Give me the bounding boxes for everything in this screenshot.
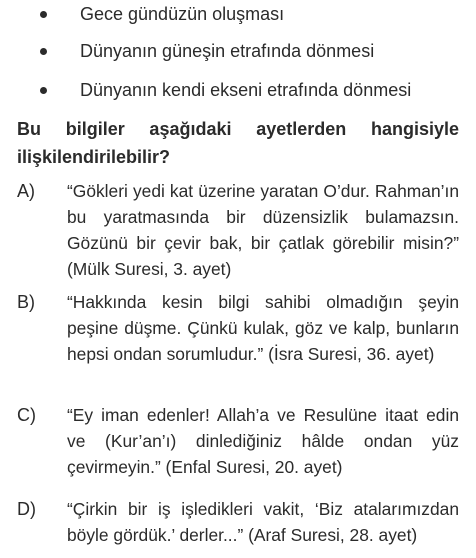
bullet-dot-icon <box>40 11 47 18</box>
option-letter: D) <box>17 499 36 519</box>
option-letter: B) <box>17 292 35 312</box>
question-text: Bu bilgiler aşağıdaki ayetlerden hangisiyle ilişkilendirilebilir? <box>17 119 459 167</box>
option-text: “Gökleri yedi kat üzerine yaratan O’dur. Rahman’ın bu yaratmasında bir düzensizlik bulamazsın. Gözünü bir çevir bak, bir çatlak görebilir misin?” (Mülk Suresi, 3. ayet) <box>67 181 459 279</box>
bullet-dot-icon <box>40 87 47 94</box>
bullet-dot-icon <box>40 48 47 55</box>
option-text: “Hakkında kesin bilgi sahibi olmadığın şeyin peşine düşme. Çünkü kulak, göz ve kalp, bunların hepsi ondan sorumludur.” (İsra Suresi, 36. ayet) <box>67 292 459 364</box>
option-text: “Ey iman edenler! Allah’a ve Resulüne itaat edin ve (Kur’an’ı) dinlediğiniz hâlde ondan yüz çevirmeyin.” (Enfal Suresi, 20. ayet) <box>67 405 459 477</box>
bullet-text: Dünyanın kendi ekseni etrafında dönmesi <box>80 80 412 100</box>
option-letter: A) <box>17 181 35 201</box>
option-text: “Çirkin bir iş işledikleri vakit, ‘Biz atalarımızdan böyle gördük.’ derler...” (Araf Suresi, 28. ayet) <box>67 499 459 545</box>
bullet-text: Dünyanın güneşin etrafında dönmesi <box>80 41 375 61</box>
option-letter: C) <box>17 405 36 425</box>
bullet-text: Gece gündüzün oluşması <box>80 4 285 24</box>
